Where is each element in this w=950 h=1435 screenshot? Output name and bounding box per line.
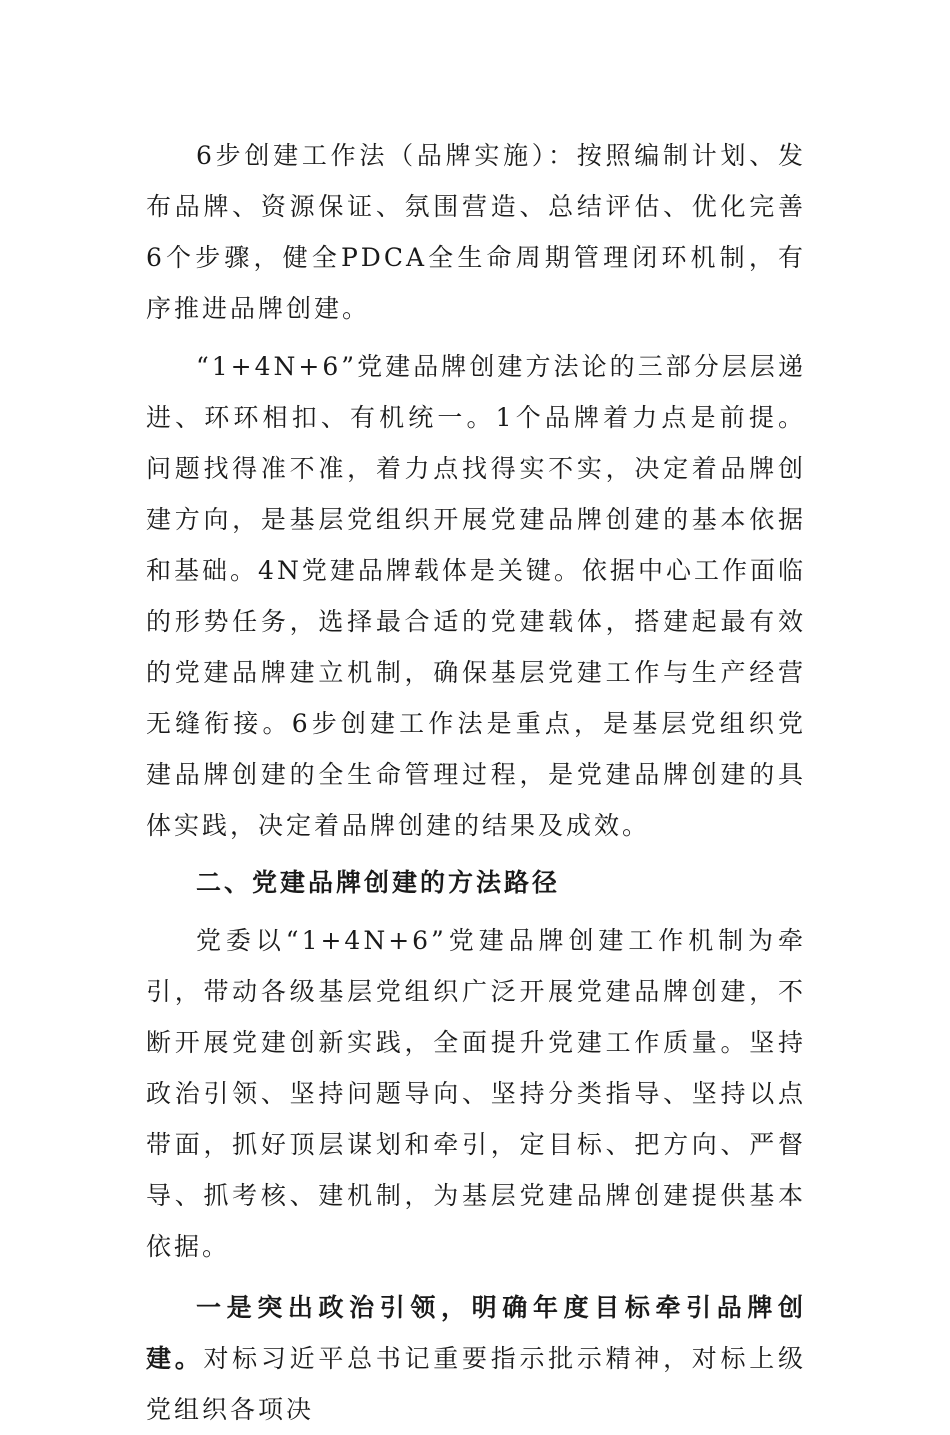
body-paragraph: “1+4N+6”党建品牌创建方法论的三部分层层递进、环环相扣、有机统一。1个品牌着力点是前提。问题找得准不准，着力点找得实不实，决定着品牌创建方向，是基层党组织开展党建品牌创建的基本依据和基础。4N党建品牌载体是关键。依据中心工作面临的形势任务，选择最合适的党建载体，搭建起最有效的党建品牌建立机制，确保基层党建工作与生产经营无缝衔接。6步创建工作法是重点，是基层党组织党建品牌创建的全生命管理过程，是党建品牌创建的具体实践，决定着品牌创建的结果及成效。 [146, 352, 806, 840]
body-paragraph: 党委以“1+4N+6”党建品牌创建工作机制为牵引，带动各级基层党组织广泛开展党建品牌创建，不断开展党建创新实践，全面提升党建工作质量。坚持政治引领、坚持问题导向、坚持分类指导、坚持以点带面，抓好顶层谋划和牵引，定目标、把方向、严督导、抓考核、建机制，为基层党建品牌创建提供基本依据。 [146, 926, 806, 1261]
paragraph-body-text: 对标习近平总书记重要指示批示精神，对标上级党组织各项决 [146, 1344, 806, 1424]
paragraph-lead-bold: 一是突出政治引领，明确年度目标牵引品牌创建。 [146, 1293, 806, 1373]
document-page [146, 130, 806, 1435]
section-heading: 二、党建品牌创建的方法路径 [196, 868, 561, 897]
body-paragraph [146, 1282, 806, 1435]
body-paragraph: 6步创建工作法（品牌实施）：按照编制计划、发布品牌、资源保证、氛围营造、总结评估、优化完善6个步骤，健全PDCA全生命周期管理闭环机制，有序推进品牌创建。 [146, 141, 806, 323]
